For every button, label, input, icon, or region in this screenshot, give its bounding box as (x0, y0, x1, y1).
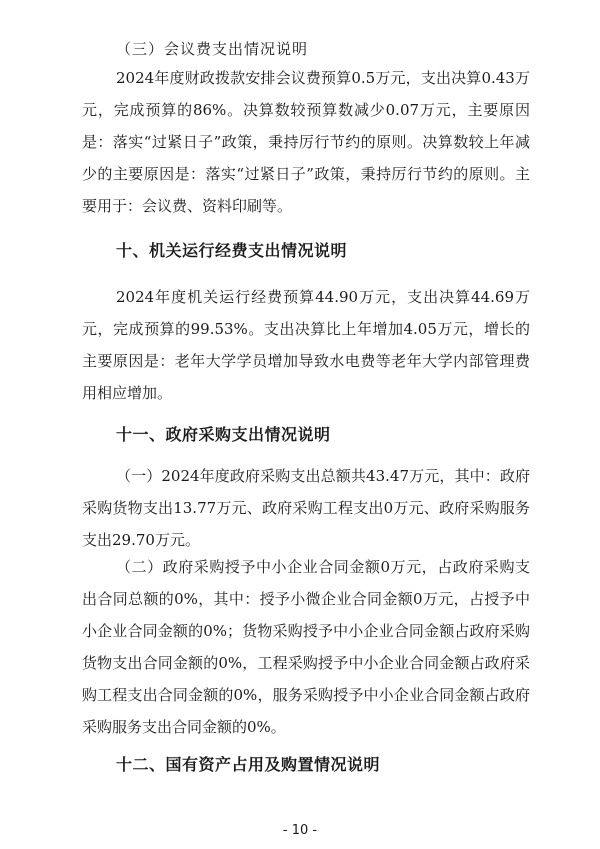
operating-expense-heading: 十、机关运行经费支出情况说明 (116, 241, 348, 260)
procurement-paragraph-2: （二）政府采购授予中小企业合同金额0万元，占政府采购支出合同总额的0%，其中：授予小微企业合同金额0万元，占授予中小企业合同金额的0%；货物采购授予中小企业合同金额占政府采购货物支出合同金额的0%，工程采购授予中小企业合同金额占政府采购工程支出合同金额的0%，服务采购授予中小企业合同金额占政府采购服务支出合同金额的0%。 (82, 558, 530, 736)
operating-expense-paragraph: 2024年度机关运行经费预算44.90万元，支出决算44.69万元，完成预算的99.53%。支出决算比上年增加4.05万元，增长的主要原因是：老年大学学员增加导致水电费等老年大学内部管理费用相应增加。 (82, 288, 530, 402)
meeting-expense-paragraph: 2024年度财政拨款安排会议费预算0.5万元，支出决算0.43万元，完成预算的86%。决算数较预算数减少0.07万元，主要原因是：落实“过紧日子”政策，秉持厉行节约的原则。决算数较上年减少的主要原因是：落实“过紧日子”政策，秉持厉行节约的原则。主要用于：会议费、资料印刷等。 (82, 69, 530, 215)
meeting-expense-heading: （三）会议费支出情况说明 (116, 40, 309, 58)
procurement-heading: 十一、政府采购支出情况说明 (116, 425, 331, 444)
state-assets-heading: 十二、国有资产占用及购置情况说明 (116, 755, 381, 774)
procurement-paragraph-1: （一）2024年度政府采购支出总额共43.47万元，其中：政府采购货物支出13.77万元、政府采购工程支出0万元、政府采购服务支出29.70万元。 (82, 467, 530, 549)
page-number: - 10 - (282, 823, 318, 838)
